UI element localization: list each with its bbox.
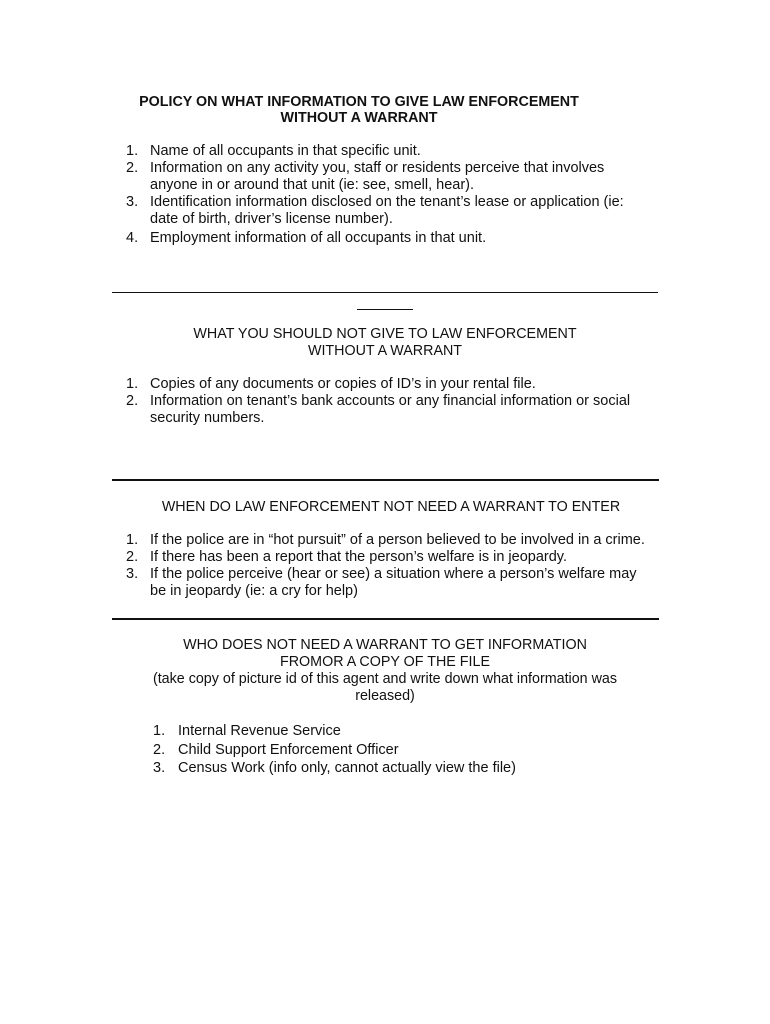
section-title-line1: WHO DOES NOT NEED A WARRANT TO GET INFORMATION bbox=[183, 637, 587, 653]
list-who-no-warrant bbox=[153, 722, 633, 778]
list-item-number: 4. bbox=[126, 230, 139, 246]
list-item-text: Census Work (info only, cannot actually view the file) bbox=[178, 760, 516, 776]
list-item-text: Child Support Enforcement Officer bbox=[178, 741, 399, 758]
divider bbox=[112, 292, 658, 293]
list-item bbox=[126, 376, 646, 393]
section-title-line2: FROMOR A COPY OF THE FILE bbox=[280, 654, 490, 670]
list-item bbox=[126, 230, 646, 247]
list-item bbox=[126, 393, 646, 427]
list-item-number: 3. bbox=[153, 760, 166, 776]
list-do-not-give bbox=[126, 376, 646, 427]
divider bbox=[112, 618, 659, 620]
list-item-number: 2. bbox=[126, 549, 139, 565]
list-item bbox=[126, 566, 671, 600]
list-item bbox=[153, 741, 633, 760]
list-item-text: Employment information of all occupants in that unit. bbox=[150, 230, 487, 246]
list-item-text: Copies of any documents or copies of ID’s in your rental file. bbox=[150, 376, 536, 392]
section-note-line2: released) bbox=[355, 688, 415, 704]
list-item-text: If the police are in “hot pursuit” of a person believed to be involved in a crime. bbox=[150, 532, 645, 548]
list-item-text: Internal Revenue Service bbox=[178, 723, 341, 739]
divider bbox=[112, 479, 659, 481]
list-item-number: 1. bbox=[126, 143, 139, 159]
section-do-not-give bbox=[0, 326, 770, 360]
list-item-number: 2. bbox=[126, 160, 139, 176]
list-item-number: 3. bbox=[126, 566, 139, 582]
section-title-line1: POLICY ON WHAT INFORMATION TO GIVE LAW ENFORCEMENT bbox=[139, 94, 579, 110]
list-item-number: 1. bbox=[126, 532, 139, 548]
list-item-text: If there has been a report that the person’s welfare is in jeopardy. bbox=[150, 549, 567, 565]
section-title-line2: WITHOUT A WARRANT bbox=[307, 343, 463, 359]
list-item-text: Information on any activity you, staff or residents perceive that involves anyone in or around that unit (ie: see, smell, hear). bbox=[150, 160, 605, 193]
list-item bbox=[126, 143, 646, 160]
list-item-number: 1. bbox=[126, 376, 139, 392]
list-item-number: 2. bbox=[153, 741, 166, 758]
section-title: WHEN DO LAW ENFORCEMENT NOT NEED A WARRANT TO ENTER bbox=[161, 499, 621, 515]
list-item-number: 1. bbox=[153, 723, 166, 739]
section-title-line2: WITHOUT A WARRANT bbox=[280, 110, 438, 126]
list-no-warrant-entry bbox=[126, 532, 671, 600]
list-item bbox=[153, 759, 633, 778]
list-item bbox=[126, 532, 671, 549]
list-item bbox=[126, 160, 646, 194]
list-item-text: If the police perceive (hear or see) a situation where a person’s welfare may be in jeopardy (ie: a cry for help) bbox=[150, 566, 637, 599]
list-item-number: 2. bbox=[126, 393, 139, 409]
section-note-line1: (take copy of picture id of this agent and write down what information was bbox=[152, 671, 618, 687]
list-item bbox=[126, 194, 646, 228]
list-item-text: Information on tenant’s bank accounts or any financial information or social security numbers. bbox=[150, 393, 631, 426]
list-item-text: Name of all occupants in that specific unit. bbox=[150, 143, 421, 159]
section-title-line1: WHAT YOU SHOULD NOT GIVE TO LAW ENFORCEMENT bbox=[193, 326, 577, 342]
section-policy-give-info bbox=[0, 94, 770, 126]
list-item-text: Identification information disclosed on the tenant’s lease or application (ie: date of birth, driver’s license number). bbox=[150, 194, 624, 227]
divider-short bbox=[357, 309, 413, 310]
section-who-no-warrant bbox=[0, 637, 770, 705]
list-item-number: 3. bbox=[126, 194, 139, 210]
list-give-info bbox=[126, 143, 646, 247]
list-item bbox=[153, 722, 633, 741]
section-no-warrant-entry bbox=[0, 499, 770, 516]
list-item bbox=[126, 549, 671, 566]
